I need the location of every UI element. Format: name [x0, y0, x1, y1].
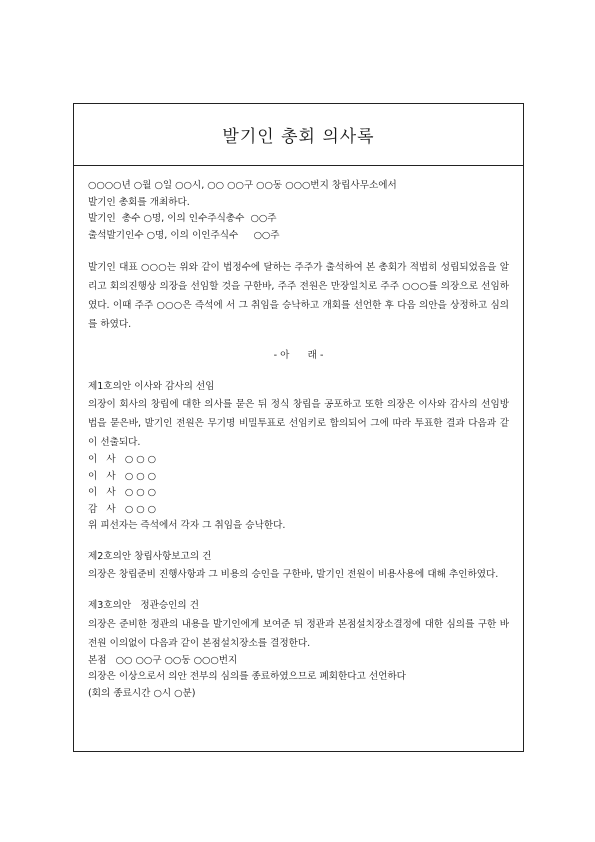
document-title: 발기인 총회 의사록 [222, 127, 375, 147]
agenda2-body: 의장은 창립준비 진행사항과 그 비용의 승인을 구한바, 발기인 전원이 비용사용에 대해 추인하였다. [88, 569, 499, 580]
minutes-content [74, 166, 523, 702]
agenda3-body: 의장은 준비한 정관의 내용을 발기인에게 보여준 뒤 정관과 본점설치장소결정에 대한 심의를 구한 바 전원 이의없이 다음과 같이 본점설치장소를 결정한다. [88, 618, 509, 649]
conclusion-line: 의장은 이상으로서 의안 전부의 심의를 종료하였으므로 폐회한다고 선언하다 [88, 671, 406, 682]
officer-line: 이 사 ○ ○ ○ [88, 487, 157, 498]
agenda1-body: 의장이 회사의 창립에 대한 의사를 묻은 뒤 정식 창립을 공포하고 또한 의장은 이사와 감사의 선임방법을 묻은바, 발기인 전원은 무기명 비밀투표로 선임키로 합의되어 그에 따라 투표한 결과 다음과 같이 선출되다. [88, 399, 509, 448]
agenda1-closing: 위 피선자는 즉석에서 각자 그 취임을 승낙한다. [88, 520, 286, 531]
intro-line: ○○○○년 ○월 ○일 ○○시, ○○ ○○구 ○○동 ○○○번지 창립사무소에서 [88, 180, 397, 191]
minutes-frame [73, 103, 524, 752]
agenda1-heading: 제1호의안 이사와 감사의 선임 [88, 380, 215, 392]
head-office-address: 본점 ○○ ○○구 ○○동 ○○○번지 [88, 654, 238, 666]
intro-line: 출석발기인수 ○명, 이의 이인주식수 ○○주 [88, 229, 280, 241]
meeting-end-time: (회의 종료시간 ○시 ○분) [88, 687, 196, 699]
title-box [74, 104, 523, 166]
officer-line: 이 사 ○ ○ ○ [88, 470, 157, 482]
preamble-paragraph: 발기인 대표 ○○○는 위와 같이 법정수에 달하는 주주가 출석하여 본 총회가 적법히 성립되었음을 알리고 회의진행상 의장을 선임할 것을 구한바, 주주 전원은 만장일치로 주주 ○○○를 의장으로 선임하였다. 이때 주주 ○○○은 즉석에 서 그 취임을 승낙하고 개회를 선언한 후 다음 의안을 상정하고 심의를 하였다. [88, 262, 509, 330]
officer-line: 감 사 ○ ○ ○ [88, 503, 157, 515]
notice-heading: - 아 래 - [273, 350, 324, 361]
intro-line: 발기인 총회를 개최하다. [88, 196, 190, 208]
agenda3-heading: 제3호의안 정관승인의 건 [88, 600, 199, 611]
intro-line: 발기인 총수 ○명, 이의 인수주식총수 ○○주 [88, 213, 277, 224]
agenda2-heading: 제2호의안 창립사항보고의 건 [88, 550, 212, 562]
officer-line: 이 사 ○ ○ ○ [88, 454, 157, 465]
